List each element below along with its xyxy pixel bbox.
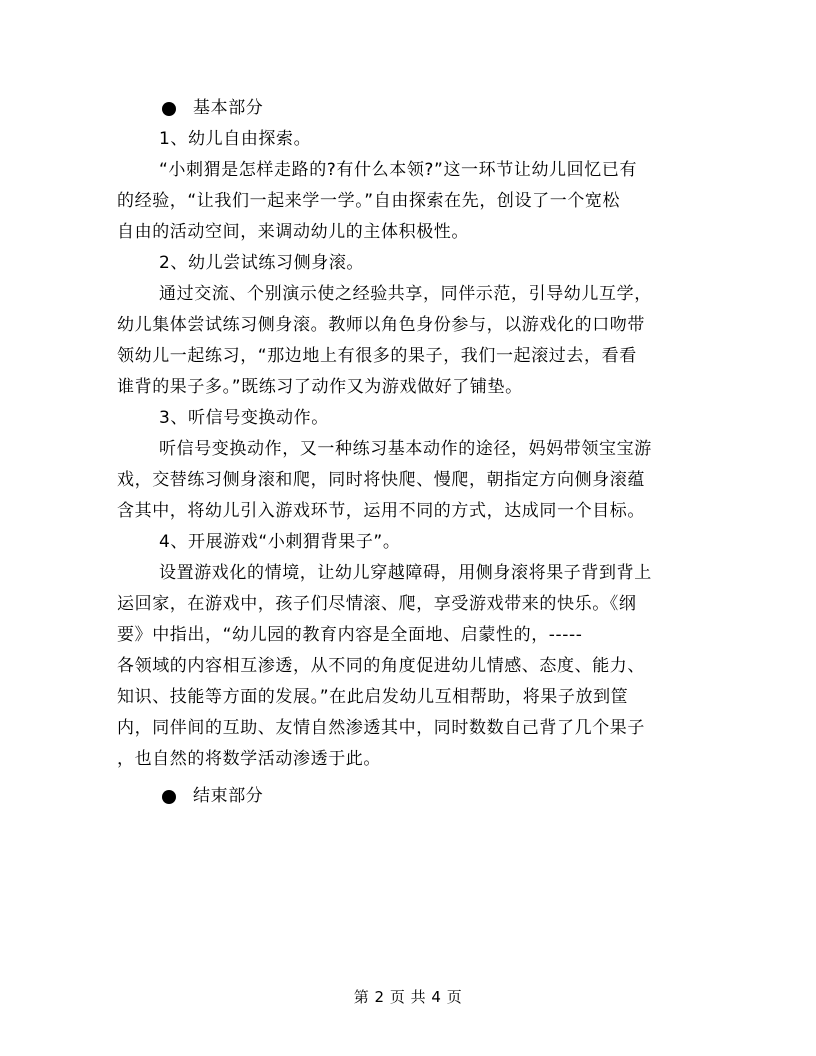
step-1-heading: 1、幼儿自由探索。 [159,129,312,149]
step-4-line-1: 设置游戏化的情境，让幼儿穿越障碍，用侧身滚将果子背到背上 [159,563,652,583]
step-2-heading: 2、幼儿尝试练习侧身滚。 [159,253,365,273]
step-2-line-1: 通过交流、个别演示使之经验共享，同伴示范，引导幼儿互学， [159,284,652,304]
section-basic [117,93,703,124]
step-4-line-4: 各领域的内容相互渗透，从不同的角度促进幼儿情感、态度、能力、 [117,656,645,676]
step-1-line-1: “小刺猬是怎样走路的?有什么本领?”这一环节让幼儿回忆已有 [159,160,638,180]
step-2-line-4: 谁背的果子多。”既练习了动作又为游戏做好了铺垫。 [117,377,523,397]
step-4-line-6: 内，同伴间的互助、友情自然渗透其中，同时数数自己背了几个果子 [117,718,645,738]
step-1-line-2: 的经验，“让我们一起来学一学。”自由探索在先，创设了一个宽松 [117,191,621,211]
step-1-line-3: 自由的活动空间，来调动幼儿的主体积极性。 [117,222,469,242]
step-3-heading: 3、听信号变换动作。 [159,408,329,428]
step-3-line-2: 戏，交替练习侧身滚和爬，同时将快爬、慢爬，朝指定方向侧身滚蕴 [117,470,645,490]
bullet-icon [162,102,176,116]
step-4-line-3: 要》中指出，“幼儿园的教育内容是全面地、启蒙性的，----- [117,625,583,645]
page-content [117,93,703,812]
page-footer: 第 2 页 共 4 页 [353,988,463,1006]
step-4-line-2: 运回家，在游戏中，孩子们尽情滚、爬，享受游戏带来的快乐。《纲 [117,594,637,614]
bullet-icon [162,790,176,804]
step-4-heading: 4、开展游戏“小刺猬背果子”。 [159,532,401,552]
section-basic-label: 基本部分 [193,98,264,118]
step-2-line-3: 领幼儿一起练习，“那边地上有很多的果子，我们一起滚过去，看看 [117,346,637,366]
step-3-line-3: 含其中，将幼儿引入游戏环节，运用不同的方式，达成同一个目标。 [117,501,645,521]
step-3-line-1: 听信号变换动作，又一种练习基本动作的途径，妈妈带领宝宝游 [159,439,652,459]
section-end-label: 结束部分 [193,786,264,806]
section-end [117,781,703,812]
step-4-line-7: ，也自然的将数学活动渗透于此。 [117,749,381,769]
step-2-line-2: 幼儿集体尝试练习侧身滚。教师以角色身份参与，以游戏化的口吻带 [117,315,645,335]
step-4-line-5: 知识、技能等方面的发展。”在此启发幼儿互相帮助，将果子放到筐 [117,687,629,707]
